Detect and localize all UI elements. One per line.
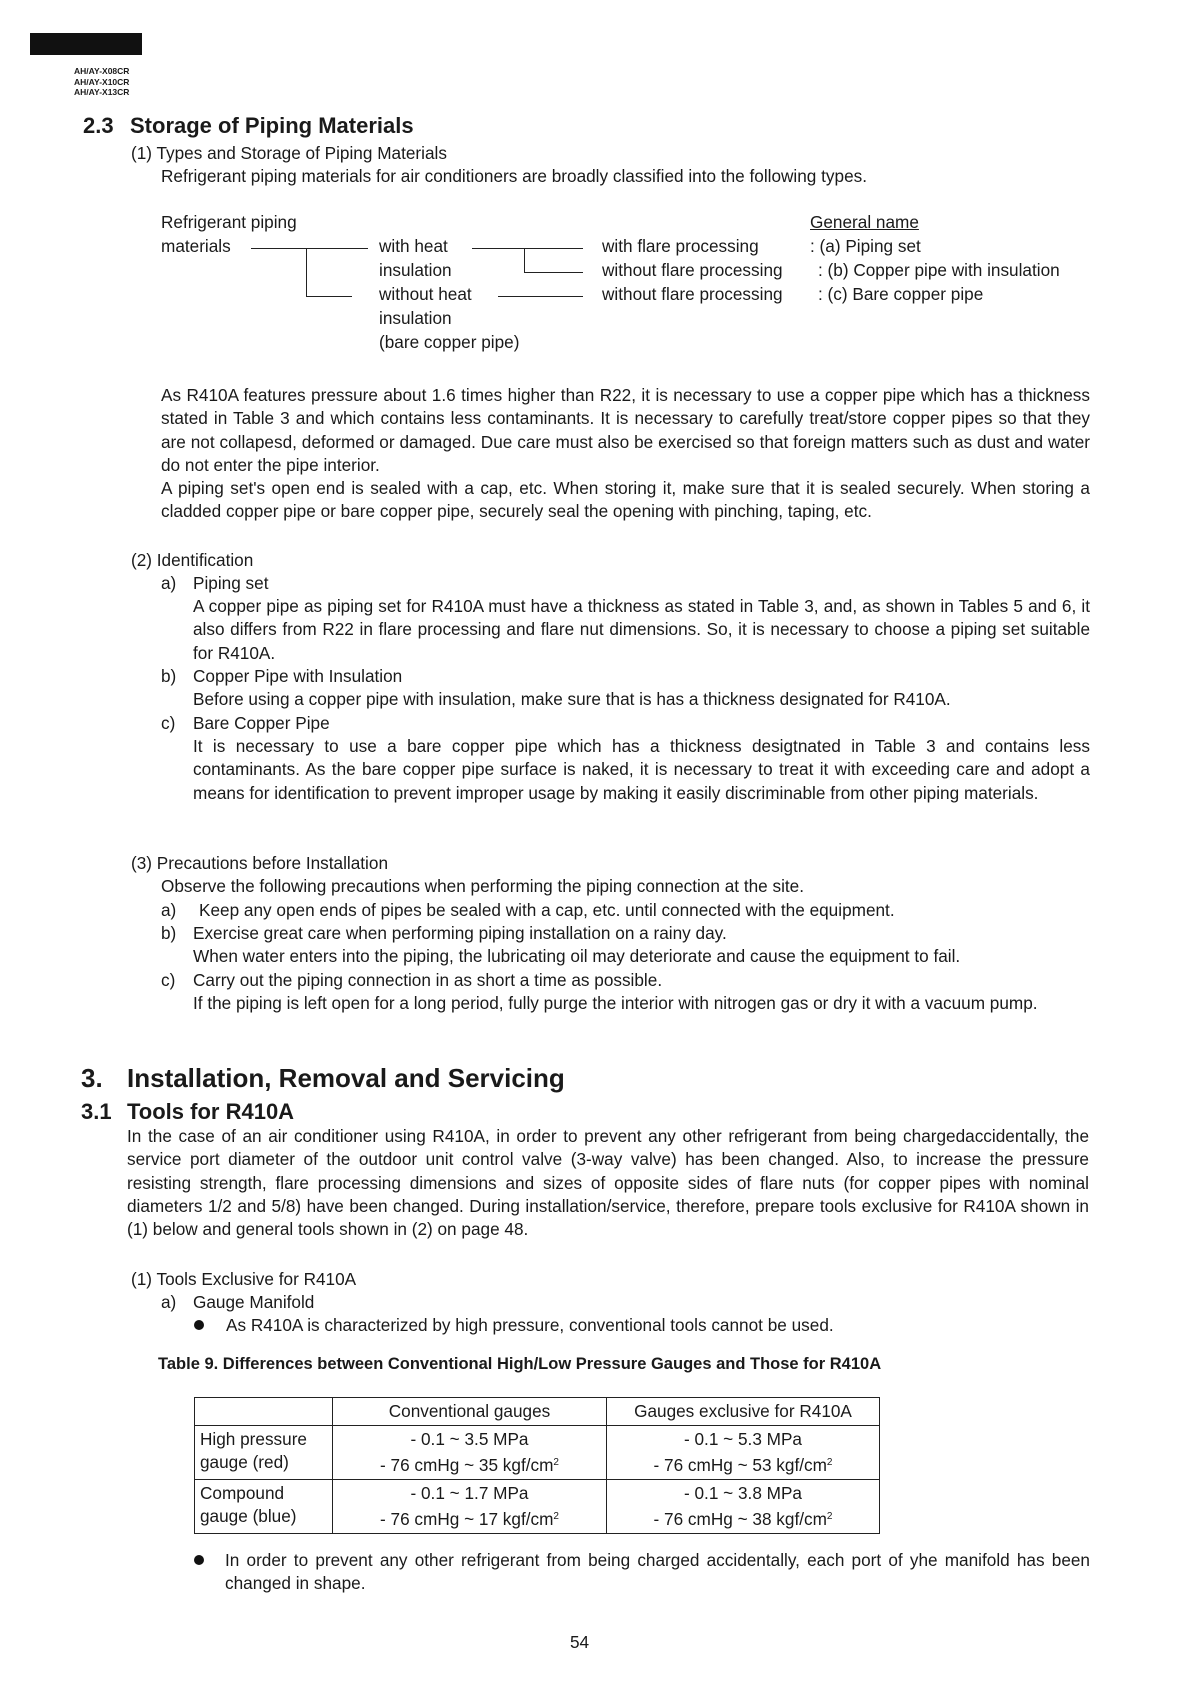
tree-line [524, 248, 525, 272]
tree-line [306, 248, 307, 296]
general-name-header: General name [810, 212, 919, 232]
cell-line: - 0.1 ~ 3.5 MPa [410, 1429, 529, 1449]
bullet-icon [194, 1555, 204, 1565]
branch-with-heat-2: insulation [379, 260, 452, 280]
section-2-3-number: 2.3 [83, 113, 114, 138]
row-label-line: High pressure [200, 1429, 307, 1449]
precaution-b-text: Exercise great care when performing piping installation on a rainy day. [193, 923, 727, 943]
cell-text: - 76 cmHg ~ 53 kgf/cm [653, 1455, 827, 1475]
gauge-item-label: a) [161, 1292, 177, 1312]
superscript: 2 [553, 1457, 559, 1468]
branch-without-heat-2: insulation [379, 308, 452, 328]
section-2-3-title: Storage of Piping Materials [130, 113, 414, 138]
gauge-item-title: Gauge Manifold [193, 1292, 315, 1312]
cell-text: - 76 cmHg ~ 17 kgf/cm [380, 1509, 554, 1529]
table-corner-cell [195, 1398, 333, 1426]
row-label-line: Compound [200, 1483, 285, 1503]
tree-line [524, 272, 583, 273]
branch-with-heat-1: with heat [379, 236, 448, 256]
superscript: 2 [553, 1511, 559, 1522]
table-9-caption: Table 9. Differences between Conventional High/Low Pressure Gauges and Those for R410A [158, 1355, 882, 1373]
cell-line [338, 1451, 601, 1477]
table-cell [333, 1480, 607, 1534]
leaf-1-name: : (a) Piping set [810, 236, 921, 256]
item-c-text: It is necessary to use a bare copper pipe which has a thickness desigtnated in Table 3 and contains less contaminants. As the bare copper pipe surface is naked, it is necessary to treat it with exceeding care and adopt a means for identification to prevent improper usage by making it easily discriminable from other piping materials. [193, 736, 1090, 803]
branch-without-heat-1: without heat [379, 284, 472, 304]
tree-line [498, 296, 583, 297]
item-b-title: Copper Pipe with Insulation [193, 666, 403, 686]
branch-without-heat-3: (bare copper pipe) [379, 332, 520, 352]
table-row-label [195, 1426, 333, 1480]
table-header-cell: Conventional gauges [333, 1398, 607, 1426]
cell-line [338, 1505, 601, 1531]
leaf-3: without flare processing [602, 284, 783, 304]
superscript: 2 [826, 1457, 833, 1468]
item-a-text: A copper pipe as piping set for R410A must have a thickness as stated in Table 3, and, as shown in Tables 5 and 6, it also differs from R22 in flare processing and flare nut dimensions. So, it is necessary to choose a piping set suitable for R410A. [193, 596, 1090, 663]
cell-line [612, 1505, 874, 1531]
model-2: AH/AY-X10CR [74, 76, 130, 87]
cell-line: - 0.1 ~ 1.7 MPa [410, 1483, 529, 1503]
bullet-1-text: As R410A is characterized by high pressure, conventional tools cannot be used. [226, 1315, 834, 1335]
paragraph-tools-r410a: In the case of an air conditioner using R410A, in order to prevent any other refrigerant from being chargedaccidentally, the service port diameter of the outdoor unit control valve (3-way valve) has been changed. Also, to increase the pressure resisting strength, flare processing dimensions and sizes of opposite sides of flare nuts (for copper pipes with nominal diameters 1/2 and 5/8) have been changed. During installation/service, therefore, prepare tools exclusive for R410A shown in (1) below and general tools shown in (2) on page 48. [127, 1126, 1089, 1240]
tree-line [472, 248, 583, 249]
precaution-a-text: Keep any open ends of pipes be sealed with a cap, etc. until connected with the equipment. [199, 900, 895, 920]
section-3-1-title: Tools for R410A [127, 1099, 295, 1124]
section-3-title: Installation, Removal and Servicing [127, 1063, 565, 1093]
precaution-c-text2: If the piping is left open for a long period, fully purge the interior with nitrogen gas or dry it with a vacuum pump. [193, 993, 1038, 1013]
subsection-1-label: (1) Types and Storage of Piping Materials [131, 143, 447, 163]
item-b-text: Before using a copper pipe with insulation, make sure that is has a thickness designated for R410A. [193, 689, 951, 709]
table-cell [607, 1426, 880, 1480]
section-3-number: 3. [81, 1063, 103, 1093]
cell-line [612, 1451, 874, 1477]
section-3-1-number: 3.1 [81, 1099, 112, 1124]
table-header-cell: Gauges exclusive for R410A [607, 1398, 880, 1426]
diagram-root-line2: materials [161, 236, 231, 256]
item-a-label: a) [161, 573, 177, 593]
subsection-3-intro: Observe the following precautions when performing the piping connection at the site. [161, 876, 805, 896]
table-header-row [195, 1398, 880, 1426]
table-9 [194, 1397, 880, 1534]
table-cell [333, 1426, 607, 1480]
superscript: 2 [826, 1511, 833, 1522]
cell-line: - 0.1 ~ 5.3 MPa [684, 1429, 802, 1449]
item-c-label: c) [161, 713, 176, 733]
subsection-2-label: (2) Identification [131, 550, 254, 570]
item-b-label: b) [161, 666, 177, 686]
diagram-root-line1: Refrigerant piping [161, 212, 297, 232]
item-c-title: Bare Copper Pipe [193, 713, 330, 733]
leaf-3-name: : (c) Bare copper pipe [818, 284, 984, 304]
bullet-icon [194, 1320, 204, 1330]
paragraph-piping-storage: A piping set's open end is sealed with a cap, etc. When storing it, make sure that it is sealed securely. When storing a cladded copper pipe or bare copper pipe, securely seal the opening with pinching, taping, etc. [161, 478, 1090, 522]
model-3: AH/AY-X13CR [74, 87, 130, 97]
subsection-3-label: (3) Precautions before Installation [131, 853, 388, 873]
cell-text: - 76 cmHg ~ 38 kgf/cm [653, 1509, 827, 1529]
table-cell [607, 1480, 880, 1534]
row-label-line: gauge (blue) [200, 1506, 297, 1526]
leaf-2: without flare processing [602, 260, 783, 280]
bullet-2-text: In order to prevent any other refrigerant from being charged accidentally, each port of yhe manifold has been changed in shape. [225, 1550, 1090, 1594]
table-row [195, 1426, 880, 1480]
row-label-line: gauge (red) [200, 1452, 289, 1472]
cell-line: - 0.1 ~ 3.8 MPa [684, 1483, 802, 1503]
precaution-c-text: Carry out the piping connection in as short a time as possible. [193, 970, 663, 990]
table-row [195, 1480, 880, 1534]
paragraph-r410a-pressure: As R410A features pressure about 1.6 times higher than R22, it is necessary to use a copper pipe which has a thickness stated in Table 3 and which contains less contaminants. It is necessary to carefully treat/store copper pipes so that they are not collapesd, deformed or damaged. Due care must also be exercised so that foreign matters such as dust and water do not enter the pipe interior. [161, 385, 1090, 475]
header-black-bar [30, 33, 142, 55]
tree-line [251, 248, 368, 249]
model-list [74, 66, 129, 98]
tree-line [306, 296, 352, 297]
table-row-label [195, 1480, 333, 1534]
precaution-b-text2: When water enters into the piping, the lubricating oil may deteriorate and cause the equipment to fail. [193, 946, 961, 966]
precaution-a-label: a) [161, 900, 177, 920]
cell-text: - 76 cmHg ~ 35 kgf/cm [380, 1455, 554, 1475]
tools-subsection-1-label: (1) Tools Exclusive for R410A [131, 1269, 357, 1289]
leaf-2-name: : (b) Copper pipe with insulation [818, 260, 1060, 280]
page-number: 54 [570, 1632, 590, 1652]
model-1: AH/AY-X08CR [74, 66, 130, 76]
precaution-c-label: c) [161, 970, 176, 990]
subsection-1-intro: Refrigerant piping materials for air conditioners are broadly classified into the following types. [161, 166, 867, 186]
leaf-1: with flare processing [602, 236, 759, 256]
item-a-title: Piping set [193, 573, 269, 593]
precaution-b-label: b) [161, 923, 177, 943]
